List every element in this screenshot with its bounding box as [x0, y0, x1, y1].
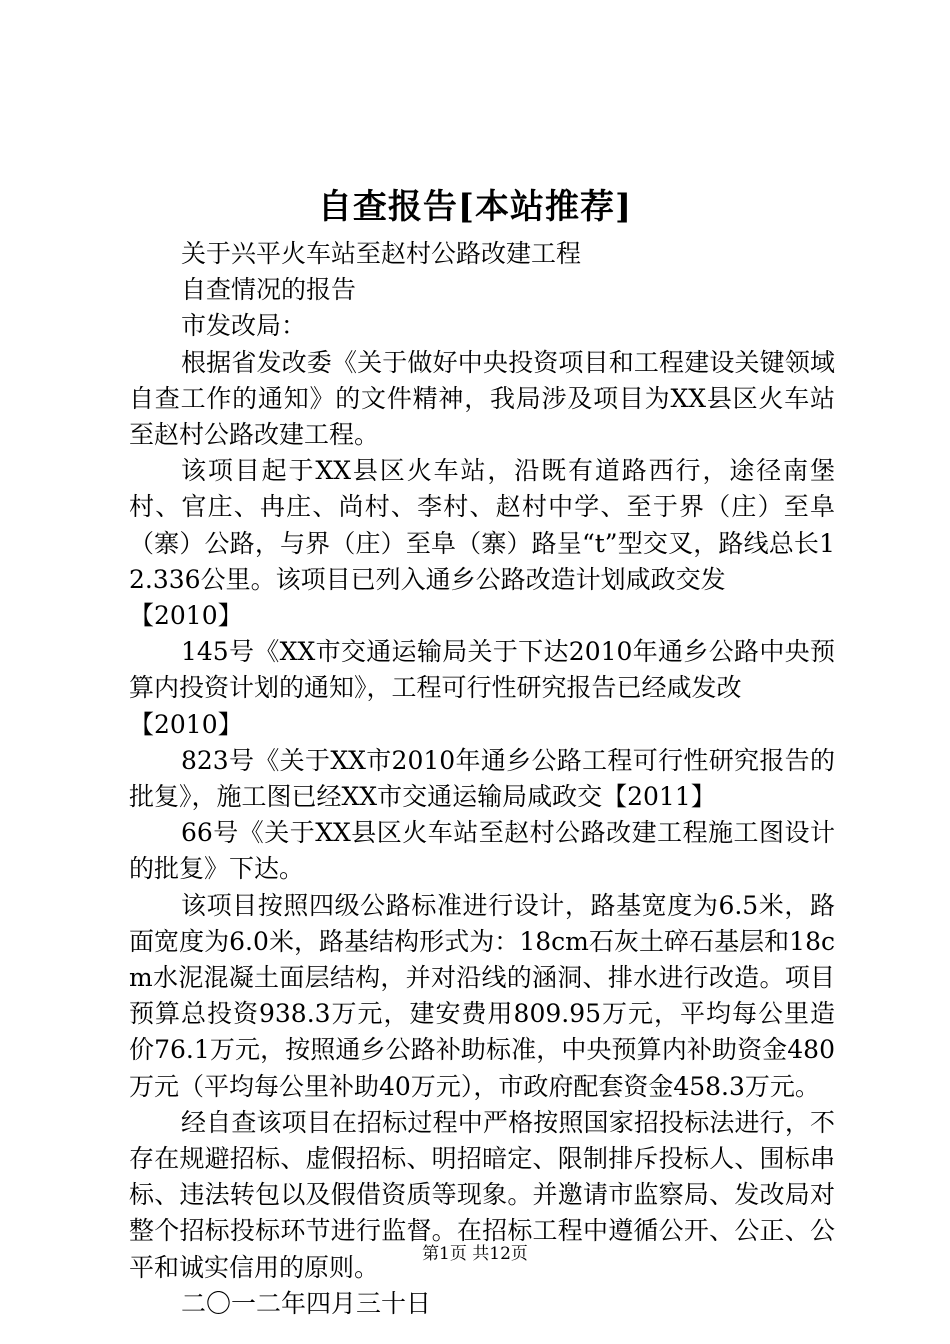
- paragraph-doc-823: 823号《关于XX市2010年通乡公路工程可行性研究报告的批复》，施工图已经XX市交通运输局咸政交【2011】: [129, 745, 835, 812]
- paragraph-design-budget: 该项目按照四级公路标准进行设计，路基宽度为6.5米，路面宽度为6.0米，路基结构形式为：18cm石灰土碎石基层和18cm水泥混凝土面层结构，并对沿线的涵洞、排水进行改造。项目预算总投资938.3万元，建安费用809.95万元，平均每公里造价76.1万元，按照通乡公路补助标准，中央预算内补助资金480万元（平均每公里补助40万元），市政府配套资金458.3万元。: [129, 890, 835, 1101]
- paragraph-date: 二〇一二年四月三十日: [181, 1288, 432, 1318]
- paragraph-doc-year-2: 【2010】: [129, 709, 243, 739]
- paragraph-doc-145: 145号《XX市交通运输局关于下达2010年通乡公路中央预算内投资计划的通知》，工程可行性研究报告已经咸发改: [129, 637, 835, 703]
- paragraph-subject-line-1: 关于兴平火车站至赵村公路改建工程: [181, 239, 582, 268]
- paragraph-project-route: 该项目起于XX县区火车站，沿既有道路西行，途径南堡村、官庄、冉庄、尚村、李村、赵村中学、至于界（庄）至阜（寨）公路，与界（庄）至阜（寨）路呈“t”型交叉，路线总长12.336公里。该项目已列入通乡公路改造计划咸政交发: [129, 456, 835, 594]
- paragraph-doc-year-1: 【2010】: [129, 601, 243, 631]
- paragraph-intro: 根据省发改委《关于做好中央投资项目和工程建设关键领域自查工作的通知》的文件精神，我局涉及项目为XX县区火车站至赵村公路改建工程。: [129, 347, 835, 450]
- document-title: 自查报告[本站推荐]: [317, 187, 633, 227]
- paragraph-bidding-check: 经自查该项目在招标过程中严格按照国家招投标法进行，不存在规避招标、虚假招标、明招暗定、限制排斥投标人、围标串标、违法转包以及假借资质等现象。并邀请市监察局、发改局对整个招标投标环节进行监督。在招标工程中遵循公开、公正、公平和诚实信用的原则。: [129, 1107, 835, 1282]
- page-number-footer: 第1页 共12页: [422, 1244, 528, 1264]
- paragraph-doc-66: 66号《关于XX县区火车站至赵村公路改建工程施工图设计的批复》下达。: [129, 818, 835, 884]
- paragraph-addressee: 市发改局：: [181, 311, 307, 341]
- paragraph-subject-line-2: 自查情况的报告: [181, 275, 357, 305]
- document-body: [129, 236, 835, 1322]
